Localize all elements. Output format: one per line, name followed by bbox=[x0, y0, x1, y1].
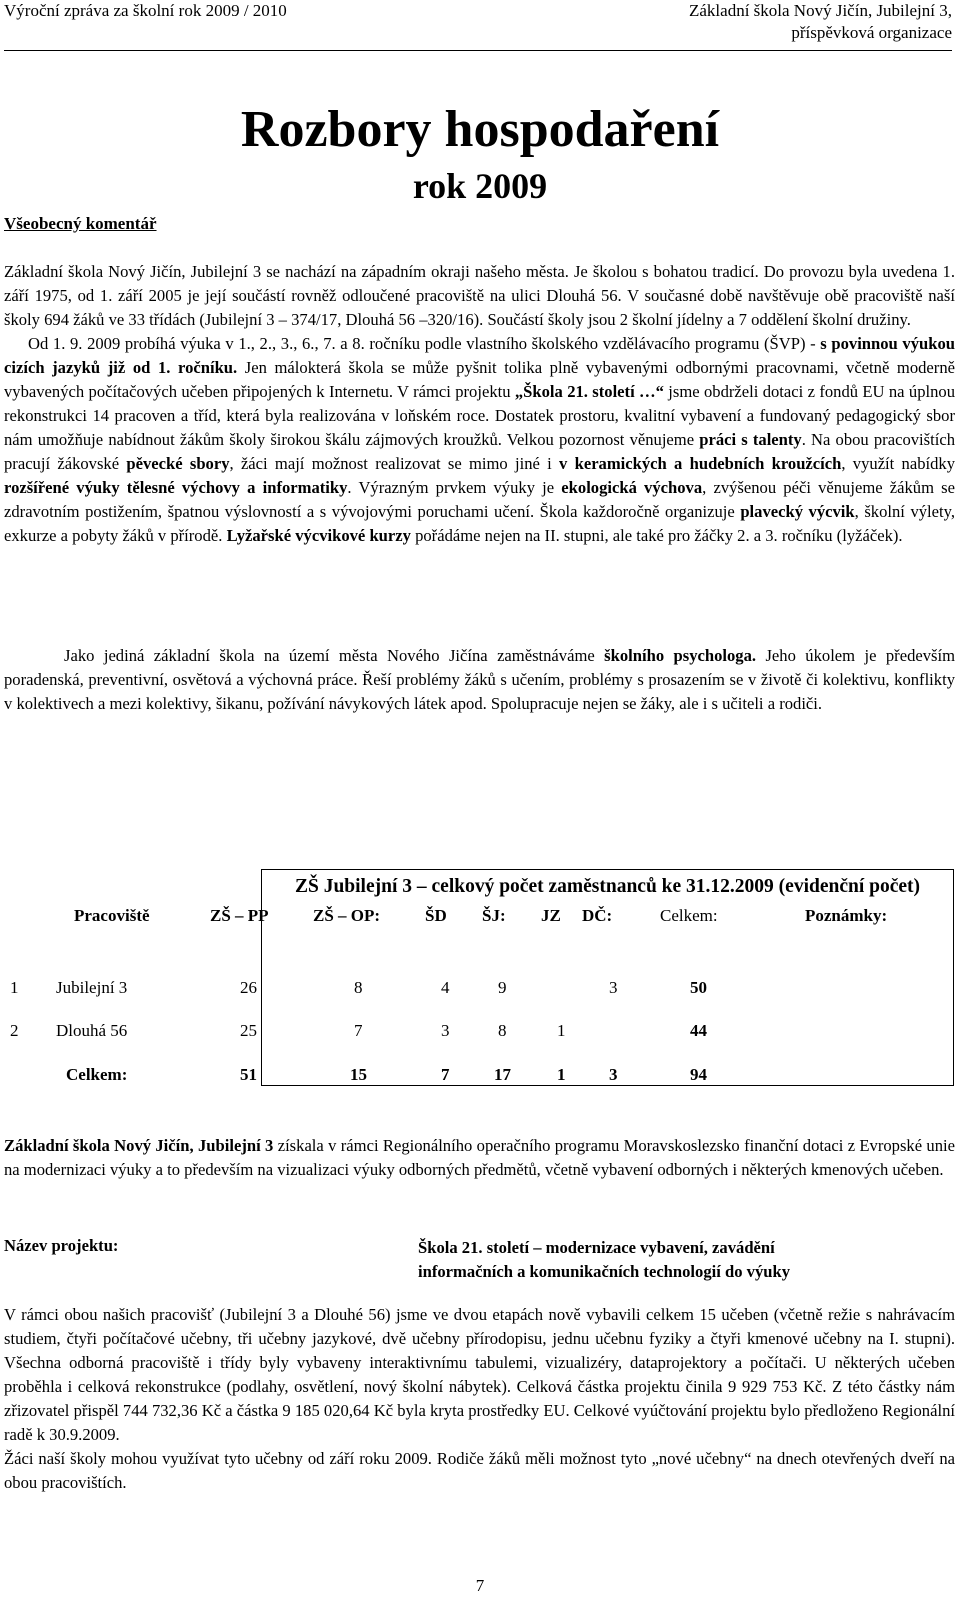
project-name-line2: informačních a komunikačních technologií do výuky bbox=[418, 1262, 791, 1281]
totals-sj: 17 bbox=[494, 1065, 511, 1084]
intro-text-3: Jen málokterá škola se může pyšnit tolika plně vybavenými odbornými pracovnami, včetně moderně vybavených počítačových učeben připojených k Internetu. V rámci projektu bbox=[4, 358, 955, 401]
grant-text: získala v rámci Regionálního operačního programu Moravskoslezsko finanční dotaci z Evropské unie na modernizaci výuky a to především na vizualizaci výuky odborných předmětů, včetně vybavení odborných i některých kmenových učeben. bbox=[4, 1136, 956, 1179]
row-1-sj: 9 bbox=[498, 978, 507, 997]
section-label: Všeobecný komentář bbox=[4, 214, 157, 233]
row-2-zs-pp: 25 bbox=[240, 1021, 257, 1040]
intro-text-7: , využít nabídky bbox=[841, 454, 956, 473]
intro-bold-ski: Lyžařské výcvikové kurzy bbox=[226, 526, 411, 545]
closing-paragraph-1: V rámci obou našich pracovišť (Jubilejní 3 a Dlouhé 56) jsme ve dvou etapách nově vybavili celkem 15 učeben (včetně režie s nahrávacím studiem, čtyři počítačové učebny, tři učebny jazykové, dvě učebny přírodopisu, jednu učebnu fyziky a čtyři kmenové učebny na I. stupni). Všechna odborná pracoviště i třídy byly vybaveny interaktivnímu tabulemi, vizualizéry, dataprojektory a počítači. U některých učeben proběhla i celková rekonstrukce (podlahy, osvětlení, nový školní nábytek). Celková částka projektu činila 9 929 753 Kč. Z této částky nám zřizovatel přispěl 744 732,36 Kč a částka 9 185 020,64 Kč byla kryta prostředky EU. Celkové vyúčtování projektu bylo předloženo Regionální radě k 30.9.2009. bbox=[4, 1305, 955, 1444]
totals-dc: 3 bbox=[609, 1065, 618, 1084]
intro-bold-clubs: v keramických a hudebních kroužcích bbox=[559, 454, 842, 473]
row-2-zs-op: 7 bbox=[354, 1021, 363, 1040]
intro-bold-ecology: ekologická výchova bbox=[561, 478, 703, 497]
col-header-dc: DČ: bbox=[582, 906, 613, 925]
page-title: Rozbory hospodaření bbox=[240, 101, 720, 158]
grant-paragraph bbox=[4, 1134, 955, 1182]
header-divider bbox=[4, 50, 952, 51]
col-header-zs-op: ZŠ – OP: bbox=[313, 906, 381, 925]
col-header-sj: ŠJ: bbox=[482, 906, 506, 925]
row-2-total: 44 bbox=[690, 1021, 707, 1040]
closing-section bbox=[4, 1303, 955, 1495]
row-1-dc: 3 bbox=[609, 978, 618, 997]
row-1-workplace: Jubilejní 3 bbox=[56, 978, 128, 997]
intro-text-4: jsme obdrželi dotaci z fondů EU na úplnou rekonstrukci 14 pracoven a tříd, která byla realizována v loňském roce. Dostatek prostoru, kvalitní vybavení a fundovaný pedagogický sbor nám umožňuje nabídnout žákům školy širokou škálu zájmových kroužků. Velkou pozornost věnujeme bbox=[4, 382, 955, 449]
intro-text-8: . Výrazným prvkem výuky je bbox=[347, 478, 562, 497]
intro-text-2: Od 1. 9. 2009 probíhá výuka v 1., 2., 3., 6., 7. a 8. ročníku podle vlastního školského vzdělávacího programu (ŠVP) - bbox=[28, 334, 821, 353]
psychologist-bold: školního psychologa. bbox=[604, 646, 757, 665]
project-name bbox=[418, 1236, 938, 1284]
row-2-workplace: Dlouhá 56 bbox=[56, 1021, 128, 1040]
intro-bold-swimming: plavecký výcvik bbox=[740, 502, 855, 521]
header-school-line1: Základní škola Nový Jičín, Jubilejní 3, bbox=[689, 1, 952, 20]
psychologist-text-1: Jako jediná základní škola na území města Nového Jičína zaměstnáváme bbox=[64, 646, 605, 665]
staff-table-frame bbox=[261, 869, 954, 1086]
col-header-jz: JZ bbox=[541, 906, 561, 925]
grant-school-name: Základní škola Nový Jičín, Jubilejní 3 bbox=[4, 1136, 274, 1155]
row-2-sj: 8 bbox=[498, 1021, 507, 1040]
header-school-name bbox=[689, 0, 952, 44]
intro-text-9: , zvýšenou péči věnujeme žákům se zdravotním postižením, špatnou výslovností a s vývojovými poruchami učení. Škola každoročně organizuje bbox=[4, 478, 955, 521]
intro-bold-talents: práci s talenty bbox=[699, 430, 802, 449]
intro-bold-choirs: pěvecké sbory bbox=[126, 454, 230, 473]
intro-text-5: . Na obou pracovištích pracují žákovské bbox=[4, 430, 955, 473]
row-1-zs-pp: 26 bbox=[240, 978, 257, 997]
intro-text-10: , školní výlety, exkurze a pobyty žáků v přírodě. bbox=[4, 502, 956, 545]
project-label: Název projektu: bbox=[4, 1236, 119, 1255]
closing-paragraph-2: Žáci naší školy mohou využívat tyto učebny od září roku 2009. Rodiče žáků měli možnost tyto „nové učebny“ na dnech otevřených dveří na obou pracovištích. bbox=[4, 1449, 955, 1492]
intro-text-11: pořádáme nejen na II. stupni, ale také pro žáčky 2. a 3. ročníku (lyžáček). bbox=[410, 526, 903, 545]
row-1-zs-op: 8 bbox=[354, 978, 363, 997]
project-name-line1: Škola 21. století – modernizace vybavení, zavádění bbox=[418, 1238, 775, 1257]
totals-label: Celkem: bbox=[66, 1065, 128, 1084]
totals-total: 94 bbox=[690, 1065, 707, 1084]
totals-zs-pp: 51 bbox=[240, 1065, 257, 1084]
row-2-jz: 1 bbox=[557, 1021, 566, 1040]
totals-zs-op: 15 bbox=[350, 1065, 367, 1084]
intro-bold-sports: rozšířené výuky tělesné výchovy a informatiky bbox=[4, 478, 348, 497]
page-subtitle-year: rok 2009 bbox=[412, 166, 548, 206]
col-header-total: Celkem: bbox=[660, 906, 718, 925]
intro-text-1: Základní škola Nový Jičín, Jubilejní 3 se nachází na západním okraji našeho města. Je školou s bohatou tradicí. Do provozu byla uvedena 1. září 1975, od 1. září 2005 je její součástí rovněž odloučené pracoviště na ulici Dlouhá 56. V současné době navštěvuje obě pracoviště naší školy 694 žáků ve 33 třídách (Jubilejní 3 – 374/17, Dlouhá 56 –320/16). Součástí školy jsou 2 školní jídelny a 7 oddělení školní družiny. bbox=[4, 262, 955, 329]
row-1-total: 50 bbox=[690, 978, 707, 997]
row-2-number: 2 bbox=[10, 1021, 19, 1040]
header-report-title: Výroční zpráva za školní rok 2009 / 2010 bbox=[4, 1, 287, 20]
col-header-zs-pp: ZŠ – PP bbox=[210, 906, 269, 925]
psychologist-text-2: Jeho úkolem je především poradenská, preventivní, osvětová a výchovná práce. Řeší problémy žáků s učením, problémy s prosazením se v životě či kolektivu, konflikty v kolektivech a mezi kolektivy, šikanu, požívání návykových látek apod. Spolupracuje nejen se žáky, ale i s učiteli a rodiči. bbox=[4, 646, 956, 713]
header-school-line2: příspěvková organizace bbox=[791, 23, 952, 42]
col-header-sd: ŠD bbox=[425, 906, 447, 925]
totals-jz: 1 bbox=[557, 1065, 566, 1084]
intro-bold-languages: s povinnou výukou cizích jazyků již od 1. ročníku. bbox=[4, 334, 955, 377]
intro-text-6: , žáci mají možnost realizovat se mimo jiné i bbox=[229, 454, 560, 473]
totals-sd: 7 bbox=[441, 1065, 450, 1084]
col-header-workplace: Pracoviště bbox=[74, 906, 150, 925]
page-number: 7 bbox=[475, 1576, 485, 1595]
row-1-number: 1 bbox=[10, 978, 19, 997]
staff-table-title: ZŠ Jubilejní 3 – celkový počet zaměstnanců ke 31.12.2009 (evidenční počet) bbox=[294, 876, 921, 897]
col-header-notes: Poznámky: bbox=[805, 906, 888, 925]
row-1-sd: 4 bbox=[441, 978, 450, 997]
psychologist-paragraph bbox=[4, 644, 955, 716]
row-2-sd: 3 bbox=[441, 1021, 450, 1040]
intro-bold-project: „Škola 21. století …“ bbox=[514, 382, 664, 401]
intro-paragraph bbox=[4, 260, 955, 548]
